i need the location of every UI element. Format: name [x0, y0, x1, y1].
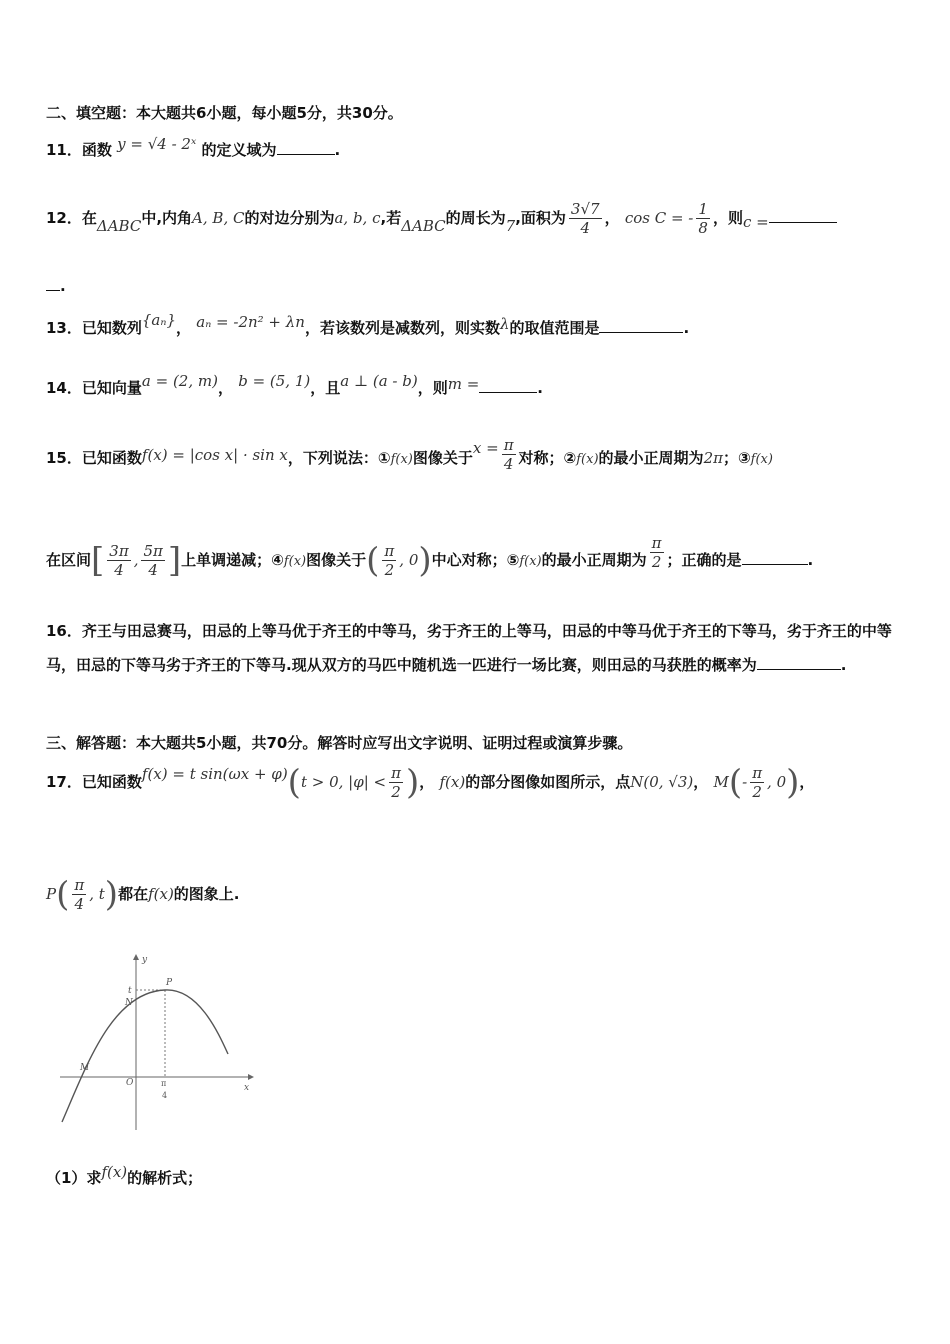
N-label: N — [125, 998, 133, 1008]
q15-center-y: , 0 — [399, 551, 419, 569]
q12-text-2: 中,内角 — [141, 209, 193, 227]
q16-answer-blank[interactable] — [757, 655, 841, 670]
q16-text: 齐王与田忌赛马，田忌的上等马优于齐王的中等马，劣于齐王的上等马，田忌的中等马优于齐王的下等马，劣于齐王的中等马，田忌的下等马劣于齐王的下等马.现从双方的马匹中随机选一匹进行一场比赛，则田忌的马获胜的概率为 — [46, 622, 892, 674]
q15-x-eq: x = — [472, 439, 499, 457]
q17-comma: ， — [419, 773, 435, 791]
q17-point-P: P — [46, 885, 57, 903]
q15-interval-start: $\frac{3\pi}{4}$ — [109, 542, 129, 579]
q11-answer-blank[interactable] — [277, 140, 335, 155]
q12-text-3: 的对边分别为 — [244, 209, 335, 227]
q17-part-1 — [46, 1163, 203, 1188]
q17-cond-fraction: $\frac{\pi}{2}$ — [391, 764, 401, 801]
q13-text-2: ，若该数列是减数列，则实数 — [304, 319, 500, 337]
q12-text-5: 的周长为 — [445, 209, 506, 227]
q11-number: 11． — [46, 141, 82, 159]
q14-text-1: 已知向量 — [81, 379, 142, 397]
q15-fx-1: f(x) — [390, 452, 413, 467]
q13-end: . — [683, 319, 690, 337]
q15-bracket-left: [ — [91, 540, 105, 581]
q15-answer-blank[interactable] — [742, 550, 808, 565]
q17-comma-3: ， — [799, 773, 815, 791]
q17-text-2: 的部分图像如图所示，点 — [465, 773, 631, 791]
q17-text-1: 已知函数 — [81, 773, 142, 791]
question-15-line-2 — [46, 534, 814, 584]
q14-number: 14． — [46, 379, 82, 397]
q15-interval-end: $\frac{5\pi}{4}$ — [143, 542, 163, 579]
q13-answer-blank[interactable] — [599, 318, 683, 333]
q11-formula: y = √4 - 2ˣ — [117, 135, 197, 153]
q12-triangle-2: ΔABC — [401, 217, 446, 235]
q15-text-8: 上单调递减；④ — [181, 551, 284, 569]
q12-text-4: ,若 — [380, 209, 402, 227]
q14-text-2: ，且 — [310, 379, 341, 397]
q17-fx: f(x) — [439, 773, 466, 791]
q15-bracket-right: ] — [167, 540, 182, 581]
q16-number: 16． — [46, 622, 82, 640]
M-label: M — [80, 1063, 90, 1073]
q17-M-y: , 0 — [767, 773, 787, 791]
q14-text-3: ，则 — [417, 379, 448, 397]
q17-point-N: N(0, √3) — [630, 773, 694, 791]
q14-end: . — [537, 379, 543, 397]
q11-prefix: 函数 — [81, 141, 112, 159]
q13-formula: aₙ = -2n² + λn — [196, 313, 305, 331]
q17-part-1-text: 的解析式； — [127, 1169, 203, 1187]
q13-comma: ， — [176, 319, 192, 337]
q15-text-10: 中心对称；⑤ — [431, 551, 520, 569]
q12-text-6: ,面积为 — [515, 209, 566, 227]
x-axis-arrow — [248, 1074, 254, 1080]
q15-pi-over-4: $\frac{\pi}{4}$ — [503, 436, 514, 473]
q17-text-4: 的图象上. — [173, 885, 240, 903]
q17-cond-paren-right: ) — [405, 762, 420, 803]
y-axis-arrow — [133, 954, 139, 960]
question-17 — [46, 760, 814, 805]
q14-m-eq: m = — [447, 375, 480, 393]
q15-text-9: 图像关于 — [306, 551, 367, 569]
q12-number: 12． — [46, 209, 82, 227]
four-label: 4 — [162, 1091, 168, 1100]
question-15 — [46, 436, 773, 478]
q11-suffix: 的定义域为 — [201, 141, 277, 159]
q13-sequence: {aₙ} — [141, 311, 176, 329]
section-3-heading: 三、解答题：本大题共5小题，共70分。解答时应写出文字说明、证明过程或演算步骤。 — [46, 734, 633, 752]
q12-triangle: ΔABC — [96, 217, 142, 235]
function-graph — [58, 952, 258, 1132]
q17-part-1-label: （1）求 — [46, 1169, 102, 1187]
q14-answer-blank[interactable] — [479, 378, 537, 393]
q13-lambda: λ — [499, 315, 510, 333]
q17-P-paren-left: ( — [56, 874, 70, 915]
O-label: O — [126, 1078, 134, 1088]
q12-end: . — [60, 277, 66, 295]
question-17-line-2 — [46, 872, 240, 917]
q13-text-1: 已知数列 — [81, 319, 142, 337]
q15-interval-comma: , — [133, 551, 139, 569]
q15-fx-2: f(x) — [576, 452, 599, 467]
q15-fx-3: f(x) — [750, 452, 773, 467]
q17-P-fraction: $\frac{\pi}{4}$ — [74, 876, 85, 913]
q15-paren-left: ( — [366, 540, 380, 581]
q15-text-4: 对称；② — [518, 449, 577, 467]
question-16 — [46, 614, 906, 682]
q15-text-11: 的最小正周期为 — [541, 551, 647, 569]
q15-text-12: ；正确的是 — [666, 551, 742, 569]
q17-condition: t > 0, |φ| < — [300, 773, 387, 791]
t-label: t — [128, 986, 132, 996]
q15-fx-4: f(x) — [283, 554, 307, 569]
q17-text-3: 都在 — [118, 885, 149, 903]
q14-vector-b: b = (5, 1) — [238, 372, 311, 390]
q12-cos-lhs: cos C = - — [624, 209, 694, 227]
q16-end: . — [840, 656, 847, 674]
question-13 — [46, 311, 690, 338]
section-2-heading: 二、填空题：本大题共6小题，每小题5分，共30分。 — [46, 104, 403, 122]
P-label: P — [166, 978, 173, 988]
q15-text-5: 的最小正周期为 — [598, 449, 704, 467]
q12-sides: a, b, c — [334, 209, 381, 227]
q15-text-6: ；③ — [722, 449, 751, 467]
q17-M-neg: - — [742, 773, 748, 791]
q15-two-pi: 2π — [703, 449, 723, 467]
q15-paren-right: ) — [418, 540, 432, 581]
question-11 — [46, 135, 341, 160]
q15-fx-5: f(x) — [519, 554, 542, 569]
pi-label: π — [161, 1079, 167, 1088]
q17-fx-2: f(x) — [148, 885, 174, 903]
q17-P-y: , t — [89, 885, 105, 903]
q17-comma-2: ， — [693, 773, 709, 791]
question-12 — [46, 200, 837, 237]
x-label: x — [244, 1083, 250, 1093]
q12-cos-fraction: $\frac{1}{8}$ — [698, 200, 708, 237]
q12-perimeter: 7 — [505, 217, 516, 235]
q15-text-1: 已知函数 — [81, 449, 142, 467]
q15-period-fraction: $\frac{\pi}{2}$ — [651, 534, 662, 571]
q15-text-3: 图像关于 — [412, 449, 473, 467]
q11-end: . — [334, 141, 341, 159]
q12-angles: A, B, C — [192, 209, 245, 227]
q17-part-1-fx: f(x) — [101, 1163, 128, 1181]
q12-text-7: ，则 — [712, 209, 743, 227]
q14-vector-a: a = (2, m) — [141, 372, 218, 390]
q12-c-eq: c = — [742, 213, 769, 231]
q12-wrap — [46, 276, 66, 296]
q13-number: 13． — [46, 319, 82, 337]
q13-text-3: 的取值范围是 — [509, 319, 600, 337]
q15-center-x: $\frac{\pi}{2}$ — [384, 542, 395, 579]
q15-text-2: ，下列说法：① — [287, 449, 391, 467]
sine-curve — [62, 990, 228, 1122]
q17-M-paren-right: ) — [786, 762, 800, 803]
q17-function: f(x) = t sin(ωx + φ) — [141, 765, 288, 783]
q15-function: f(x) = |cos x| · sin x — [141, 446, 288, 464]
q12-area-fraction: $\frac{3√7}{4}$ — [570, 200, 600, 237]
q17-M-paren-left: ( — [728, 762, 743, 803]
q15-text-7: 在区间 — [46, 551, 92, 569]
y-label: y — [142, 955, 148, 965]
question-14 — [46, 372, 543, 398]
q17-point-M: M — [713, 773, 729, 791]
q12-comma: ， — [604, 209, 620, 227]
q15-number: 15． — [46, 449, 82, 467]
q12-answer-blank[interactable] — [769, 208, 837, 223]
q17-M-fraction: $\frac{\pi}{2}$ — [752, 764, 763, 801]
q14-comma: ， — [217, 379, 233, 397]
q14-perp: a ⊥ (a - b) — [340, 372, 418, 390]
q15-end: . — [807, 551, 814, 569]
q17-cond-paren-left: ( — [287, 762, 301, 803]
q17-P-paren-right: ) — [104, 874, 119, 915]
q12-text-1: 在 — [81, 209, 97, 227]
q12-answer-blank-cont[interactable] — [46, 276, 60, 291]
q17-number: 17． — [46, 773, 82, 791]
